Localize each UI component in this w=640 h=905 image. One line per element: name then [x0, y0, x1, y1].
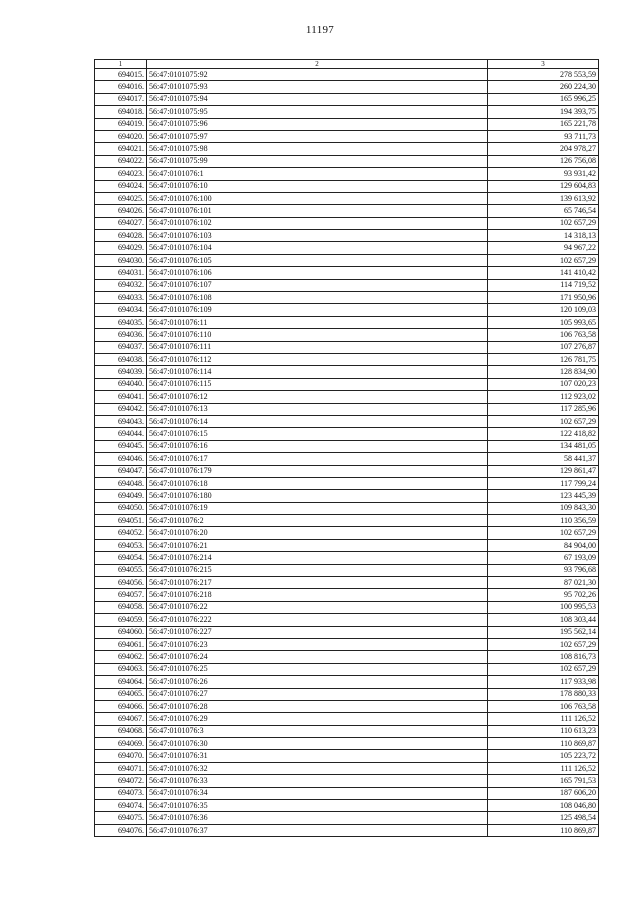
table-header — [95, 60, 599, 69]
header-col-3: 3 — [488, 60, 599, 69]
cadastral-value-table — [94, 59, 599, 837]
cadastral-number: 56:47:0101076:19 — [147, 502, 488, 514]
cadastral-number: 56:47:0101076:215 — [147, 564, 488, 576]
cadastral-value: 141 410,42 — [488, 267, 599, 279]
table-body — [95, 69, 599, 837]
header-col-1: 1 — [95, 60, 147, 69]
row-number: 694040. — [95, 378, 147, 390]
row-number: 694073. — [95, 787, 147, 799]
cadastral-value: 105 993,65 — [488, 316, 599, 328]
cadastral-value: 195 562,14 — [488, 626, 599, 638]
cadastral-number: 56:47:0101076:112 — [147, 353, 488, 365]
row-number: 694053. — [95, 539, 147, 551]
cadastral-value: 14 318,13 — [488, 230, 599, 242]
table-row — [95, 614, 599, 626]
table-row — [95, 329, 599, 341]
row-number: 694061. — [95, 638, 147, 650]
cadastral-value: 95 702,26 — [488, 589, 599, 601]
cadastral-number: 56:47:0101076:26 — [147, 676, 488, 688]
table-row — [95, 589, 599, 601]
cadastral-value: 125 498,54 — [488, 812, 599, 824]
cadastral-value: 107 020,23 — [488, 378, 599, 390]
table-row — [95, 527, 599, 539]
table-row — [95, 800, 599, 812]
row-number: 694033. — [95, 292, 147, 304]
cadastral-number: 56:47:0101076:108 — [147, 292, 488, 304]
cadastral-value: 122 418,82 — [488, 428, 599, 440]
row-number: 694059. — [95, 614, 147, 626]
cadastral-value: 117 285,96 — [488, 403, 599, 415]
row-number: 694057. — [95, 589, 147, 601]
table-row — [95, 242, 599, 254]
table-row — [95, 577, 599, 589]
table-row — [95, 738, 599, 750]
cadastral-number: 56:47:0101076:180 — [147, 490, 488, 502]
header-row — [95, 60, 599, 69]
row-number: 694015. — [95, 69, 147, 81]
cadastral-number: 56:47:0101076:104 — [147, 242, 488, 254]
table-row — [95, 217, 599, 229]
cadastral-value: 93 711,73 — [488, 130, 599, 142]
row-number: 694054. — [95, 552, 147, 564]
cadastral-number: 56:47:0101076:34 — [147, 787, 488, 799]
row-number: 694071. — [95, 762, 147, 774]
row-number: 694052. — [95, 527, 147, 539]
cadastral-value: 106 763,58 — [488, 700, 599, 712]
row-number: 694070. — [95, 750, 147, 762]
cadastral-number: 56:47:0101076:27 — [147, 688, 488, 700]
table-row — [95, 440, 599, 452]
row-number: 694068. — [95, 725, 147, 737]
cadastral-value: 94 967,22 — [488, 242, 599, 254]
row-number: 694072. — [95, 775, 147, 787]
header-col-2: 2 — [147, 60, 488, 69]
row-number: 694022. — [95, 155, 147, 167]
cadastral-value: 102 657,29 — [488, 663, 599, 675]
table-row — [95, 490, 599, 502]
cadastral-value: 112 923,02 — [488, 391, 599, 403]
cadastral-value: 120 109,03 — [488, 304, 599, 316]
row-number: 694065. — [95, 688, 147, 700]
table-row — [95, 663, 599, 675]
cadastral-number: 56:47:0101075:97 — [147, 130, 488, 142]
cadastral-value: 106 763,58 — [488, 329, 599, 341]
cadastral-number: 56:47:0101076:218 — [147, 589, 488, 601]
cadastral-value: 110 869,87 — [488, 824, 599, 836]
row-number: 694026. — [95, 205, 147, 217]
cadastral-value: 129 861,47 — [488, 465, 599, 477]
table-row — [95, 477, 599, 489]
table-row — [95, 762, 599, 774]
cadastral-value: 114 719,52 — [488, 279, 599, 291]
cadastral-number: 56:47:0101076:107 — [147, 279, 488, 291]
cadastral-value: 102 657,29 — [488, 415, 599, 427]
cadastral-value: 187 606,20 — [488, 787, 599, 799]
row-number: 694067. — [95, 713, 147, 725]
row-number: 694025. — [95, 192, 147, 204]
row-number: 694020. — [95, 130, 147, 142]
cadastral-value: 165 791,53 — [488, 775, 599, 787]
table-row — [95, 341, 599, 353]
table-row — [95, 69, 599, 81]
cadastral-number: 56:47:0101076:227 — [147, 626, 488, 638]
cadastral-number: 56:47:0101076:18 — [147, 477, 488, 489]
table-row — [95, 118, 599, 130]
table-row — [95, 638, 599, 650]
cadastral-number: 56:47:0101076:115 — [147, 378, 488, 390]
cadastral-value: 108 303,44 — [488, 614, 599, 626]
cadastral-number: 56:47:0101076:28 — [147, 700, 488, 712]
row-number: 694043. — [95, 415, 147, 427]
row-number: 694029. — [95, 242, 147, 254]
cadastral-number: 56:47:0101075:93 — [147, 81, 488, 93]
cadastral-number: 56:47:0101076:25 — [147, 663, 488, 675]
table-row — [95, 81, 599, 93]
row-number: 694049. — [95, 490, 147, 502]
table-row — [95, 688, 599, 700]
table-row — [95, 279, 599, 291]
table-row — [95, 155, 599, 167]
row-number: 694064. — [95, 676, 147, 688]
row-number: 694062. — [95, 651, 147, 663]
cadastral-number: 56:47:0101076:15 — [147, 428, 488, 440]
cadastral-number: 56:47:0101076:22 — [147, 601, 488, 613]
row-number: 694060. — [95, 626, 147, 638]
table-row — [95, 267, 599, 279]
row-number: 694032. — [95, 279, 147, 291]
cadastral-number: 56:47:0101076:3 — [147, 725, 488, 737]
cadastral-number: 56:47:0101075:99 — [147, 155, 488, 167]
table-row — [95, 130, 599, 142]
cadastral-value: 84 904,00 — [488, 539, 599, 551]
table-row — [95, 787, 599, 799]
cadastral-number: 56:47:0101076:101 — [147, 205, 488, 217]
table-row — [95, 539, 599, 551]
cadastral-value: 126 756,08 — [488, 155, 599, 167]
cadastral-value: 278 553,59 — [488, 69, 599, 81]
cadastral-number: 56:47:0101076:21 — [147, 539, 488, 551]
table-row — [95, 180, 599, 192]
cadastral-number: 56:47:0101076:102 — [147, 217, 488, 229]
row-number: 694016. — [95, 81, 147, 93]
cadastral-value: 117 799,24 — [488, 477, 599, 489]
table-row — [95, 676, 599, 688]
row-number: 694074. — [95, 800, 147, 812]
cadastral-value: 107 276,87 — [488, 341, 599, 353]
cadastral-number: 56:47:0101076:13 — [147, 403, 488, 415]
cadastral-number: 56:47:0101076:12 — [147, 391, 488, 403]
cadastral-number: 56:47:0101075:96 — [147, 118, 488, 130]
cadastral-value: 111 126,52 — [488, 762, 599, 774]
table-row — [95, 316, 599, 328]
row-number: 694039. — [95, 366, 147, 378]
row-number: 694034. — [95, 304, 147, 316]
row-number: 694024. — [95, 180, 147, 192]
row-number: 694018. — [95, 106, 147, 118]
cadastral-value: 87 021,30 — [488, 577, 599, 589]
table-row — [95, 205, 599, 217]
row-number: 694063. — [95, 663, 147, 675]
cadastral-value: 67 193,09 — [488, 552, 599, 564]
row-number: 694021. — [95, 143, 147, 155]
cadastral-number: 56:47:0101076:11 — [147, 316, 488, 328]
table-row — [95, 428, 599, 440]
row-number: 694031. — [95, 267, 147, 279]
row-number: 694066. — [95, 700, 147, 712]
table-row — [95, 366, 599, 378]
table-row — [95, 304, 599, 316]
cadastral-number: 56:47:0101076:2 — [147, 515, 488, 527]
row-number: 694050. — [95, 502, 147, 514]
cadastral-number: 56:47:0101076:217 — [147, 577, 488, 589]
row-number: 694056. — [95, 577, 147, 589]
table-row — [95, 626, 599, 638]
row-number: 694035. — [95, 316, 147, 328]
cadastral-number: 56:47:0101075:95 — [147, 106, 488, 118]
cadastral-number: 56:47:0101076:103 — [147, 230, 488, 242]
row-number: 694069. — [95, 738, 147, 750]
cadastral-value: 105 223,72 — [488, 750, 599, 762]
cadastral-number: 56:47:0101076:30 — [147, 738, 488, 750]
cadastral-number: 56:47:0101076:214 — [147, 552, 488, 564]
cadastral-value: 93 796,68 — [488, 564, 599, 576]
table-row — [95, 700, 599, 712]
table-row — [95, 824, 599, 836]
page-number: 11197 — [305, 24, 335, 36]
cadastral-value: 110 356,59 — [488, 515, 599, 527]
table-row — [95, 750, 599, 762]
table-row — [95, 502, 599, 514]
cadastral-number: 56:47:0101075:94 — [147, 93, 488, 105]
table-row — [95, 353, 599, 365]
cadastral-value: 134 481,05 — [488, 440, 599, 452]
row-number: 694046. — [95, 453, 147, 465]
row-number: 694045. — [95, 440, 147, 452]
table-row — [95, 552, 599, 564]
cadastral-value: 165 996,25 — [488, 93, 599, 105]
cadastral-value: 109 843,30 — [488, 502, 599, 514]
table-row — [95, 415, 599, 427]
row-number: 694030. — [95, 254, 147, 266]
cadastral-value: 65 746,54 — [488, 205, 599, 217]
row-number: 694037. — [95, 341, 147, 353]
cadastral-number: 56:47:0101076:105 — [147, 254, 488, 266]
cadastral-value: 110 613,23 — [488, 725, 599, 737]
cadastral-value: 102 657,29 — [488, 217, 599, 229]
cadastral-number: 56:47:0101076:37 — [147, 824, 488, 836]
row-number: 694048. — [95, 477, 147, 489]
cadastral-value: 260 224,30 — [488, 81, 599, 93]
row-number: 694058. — [95, 601, 147, 613]
cadastral-number: 56:47:0101076:110 — [147, 329, 488, 341]
table-row — [95, 403, 599, 415]
cadastral-value: 129 604,83 — [488, 180, 599, 192]
cadastral-number: 56:47:0101076:106 — [147, 267, 488, 279]
table-row — [95, 378, 599, 390]
table-row — [95, 192, 599, 204]
cadastral-value: 58 441,37 — [488, 453, 599, 465]
cadastral-value: 102 657,29 — [488, 638, 599, 650]
row-number: 694023. — [95, 168, 147, 180]
cadastral-number: 56:47:0101076:23 — [147, 638, 488, 650]
table-row — [95, 564, 599, 576]
cadastral-number: 56:47:0101076:35 — [147, 800, 488, 812]
row-number: 694028. — [95, 230, 147, 242]
cadastral-number: 56:47:0101076:33 — [147, 775, 488, 787]
cadastral-number: 56:47:0101076:14 — [147, 415, 488, 427]
cadastral-value: 102 657,29 — [488, 527, 599, 539]
cadastral-value: 178 880,33 — [488, 688, 599, 700]
cadastral-value: 102 657,29 — [488, 254, 599, 266]
row-number: 694051. — [95, 515, 147, 527]
cadastral-value: 165 221,78 — [488, 118, 599, 130]
table-row — [95, 168, 599, 180]
cadastral-value: 194 393,75 — [488, 106, 599, 118]
cadastral-number: 56:47:0101076:1 — [147, 168, 488, 180]
row-number: 694055. — [95, 564, 147, 576]
cadastral-value: 111 126,52 — [488, 713, 599, 725]
cadastral-value: 108 046,80 — [488, 800, 599, 812]
row-number: 694047. — [95, 465, 147, 477]
cadastral-number: 56:47:0101076:24 — [147, 651, 488, 663]
cadastral-number: 56:47:0101076:32 — [147, 762, 488, 774]
cadastral-number: 56:47:0101076:16 — [147, 440, 488, 452]
row-number: 694044. — [95, 428, 147, 440]
table-row — [95, 812, 599, 824]
table-row — [95, 254, 599, 266]
row-number: 694042. — [95, 403, 147, 415]
table-row — [95, 601, 599, 613]
cadastral-value: 110 869,87 — [488, 738, 599, 750]
cadastral-number: 56:47:0101076:29 — [147, 713, 488, 725]
cadastral-number: 56:47:0101076:36 — [147, 812, 488, 824]
cadastral-value: 171 950,96 — [488, 292, 599, 304]
cadastral-value: 117 933,98 — [488, 676, 599, 688]
table-row — [95, 93, 599, 105]
cadastral-number: 56:47:0101076:114 — [147, 366, 488, 378]
table-row — [95, 775, 599, 787]
row-number: 694019. — [95, 118, 147, 130]
table-row — [95, 143, 599, 155]
row-number: 694075. — [95, 812, 147, 824]
table-row — [95, 725, 599, 737]
table-row — [95, 515, 599, 527]
cadastral-number: 56:47:0101076:20 — [147, 527, 488, 539]
cadastral-value: 123 445,39 — [488, 490, 599, 502]
cadastral-number: 56:47:0101075:92 — [147, 69, 488, 81]
table-row — [95, 453, 599, 465]
cadastral-value: 93 931,42 — [488, 168, 599, 180]
cadastral-number: 56:47:0101076:179 — [147, 465, 488, 477]
cadastral-value: 100 995,53 — [488, 601, 599, 613]
cadastral-number: 56:47:0101076:31 — [147, 750, 488, 762]
table-row — [95, 651, 599, 663]
table-row — [95, 106, 599, 118]
row-number: 694036. — [95, 329, 147, 341]
table-row — [95, 391, 599, 403]
table-row — [95, 230, 599, 242]
cadastral-value: 108 816,73 — [488, 651, 599, 663]
table-row — [95, 292, 599, 304]
cadastral-number: 56:47:0101076:100 — [147, 192, 488, 204]
row-number: 694076. — [95, 824, 147, 836]
cadastral-number: 56:47:0101076:109 — [147, 304, 488, 316]
cadastral-number: 56:47:0101076:111 — [147, 341, 488, 353]
cadastral-number: 56:47:0101076:17 — [147, 453, 488, 465]
cadastral-value: 204 978,27 — [488, 143, 599, 155]
row-number: 694017. — [95, 93, 147, 105]
cadastral-number: 56:47:0101075:98 — [147, 143, 488, 155]
cadastral-value: 128 834,90 — [488, 366, 599, 378]
table-row — [95, 713, 599, 725]
table-row — [95, 465, 599, 477]
row-number: 694027. — [95, 217, 147, 229]
row-number: 694041. — [95, 391, 147, 403]
row-number: 694038. — [95, 353, 147, 365]
cadastral-number: 56:47:0101076:10 — [147, 180, 488, 192]
cadastral-value: 126 781,75 — [488, 353, 599, 365]
cadastral-value: 139 613,92 — [488, 192, 599, 204]
cadastral-number: 56:47:0101076:222 — [147, 614, 488, 626]
